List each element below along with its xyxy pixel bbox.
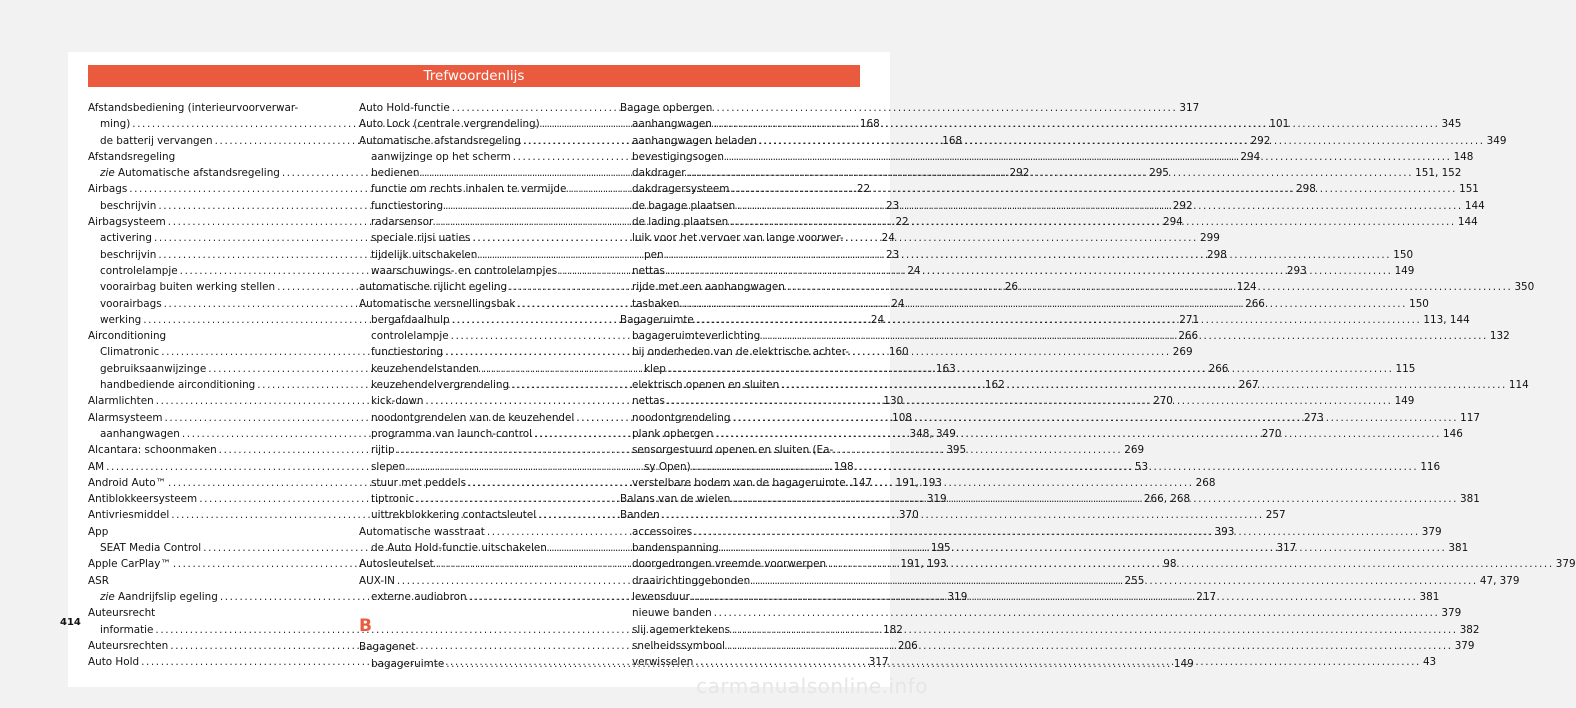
index-entry-page[interactable]: 370: [898, 509, 919, 522]
dot-leader: [664, 247, 1394, 263]
index-entry-page[interactable]: 26: [1004, 281, 1019, 294]
index-entry-page[interactable]: 144: [1457, 216, 1478, 229]
index-entry-term: bagageruimte: [371, 657, 445, 670]
dot-leader: [735, 198, 1465, 214]
index-entry-term: Auto Lock (centrale vergrendeling): [359, 118, 540, 131]
index-entry-page[interactable]: 24: [891, 297, 905, 310]
dot-leader: [712, 605, 1442, 621]
index-entry-term: tiptronic: [371, 493, 415, 506]
index-entry-page[interactable]: 317: [1276, 542, 1297, 555]
index-entry-term: dakdrager: [632, 167, 686, 180]
index-entry-page[interactable]: 271: [1179, 313, 1200, 326]
index-entry-term: voorairbags: [100, 297, 162, 310]
index-entry-page[interactable]: 24: [870, 313, 885, 326]
index-entry-term: werking: [100, 313, 142, 326]
index-entry-term: tashaken: [632, 297, 680, 310]
index-entry-page[interactable]: 257: [1265, 509, 1286, 522]
index-entry-page[interactable]: 298: [1296, 183, 1316, 196]
dot-leader: [728, 214, 1458, 230]
index-entry-page[interactable]: 168: [859, 118, 880, 131]
index-entry-term: zie Aandrijfslip egeling: [100, 590, 218, 603]
index-entry-term: aanhangwagen: [632, 118, 712, 131]
index-entry-page[interactable]: 266: [1245, 297, 1265, 310]
index-entry-page[interactable]: 270: [1261, 427, 1282, 440]
index-entry-term: Alarmlichten: [88, 395, 154, 408]
index-entry-term: verstelbare bodem van de bagageruimte .: [632, 476, 853, 489]
index-entry-page[interactable]: 381: [1419, 590, 1440, 603]
dot-leader: [692, 524, 1422, 540]
index-entry-page[interactable]: 108: [892, 411, 913, 424]
index-entry: [620, 475, 873, 491]
index-entry-page[interactable]: 255: [1124, 574, 1145, 587]
index-entry-page[interactable]: 382: [1459, 623, 1480, 636]
index-entry-term: rijde met een aanhangwagen: [632, 281, 785, 294]
index-entry-page[interactable]: 191, 193: [895, 476, 942, 489]
index-entry-term: stuur met peddels: [371, 476, 466, 489]
index-entry-term: functiestoring: [371, 199, 444, 212]
index-entry-term: de bagage plaatsen: [632, 199, 736, 212]
index-title: Trefwoordenlijs: [423, 68, 525, 84]
index-entry-page[interactable]: 114: [1508, 379, 1529, 392]
dot-leader: [826, 556, 1556, 572]
index-entry-term: verwisselen: [632, 656, 694, 669]
dot-leader: [713, 426, 1443, 442]
index-entry-term: Antivriesmiddel: [88, 509, 170, 522]
index-entry-page[interactable]: 124: [1236, 281, 1257, 294]
index-entry-page[interactable]: 198: [833, 460, 854, 473]
index-entry-page[interactable]: 317: [1179, 102, 1200, 114]
dot-leader: [712, 116, 1442, 132]
index-entry-page[interactable]: 293: [1286, 264, 1307, 277]
index-entry-term: slepen: [371, 460, 406, 473]
index-entry-page[interactable]: 53: [1134, 460, 1149, 473]
index-entry-term: snelheidssymbool: [632, 639, 726, 652]
index-entry-page[interactable]: 319: [926, 493, 947, 506]
page-number: 414: [60, 617, 81, 628]
index-entry-page[interactable]: 195: [930, 542, 951, 555]
index-entry: [88, 328, 334, 344]
index-entry-term: ASR: [88, 574, 109, 587]
index-entry-term: tijdelijk uitschakelen: [371, 248, 478, 261]
index-entry-page[interactable]: 348, 349: [909, 427, 956, 440]
index-entry-page[interactable]: 299: [1199, 232, 1220, 245]
index-entry-term: automatische rijlicht egeling: [359, 281, 508, 294]
index-entry-term: functie om rechts inhalen te vermijde: [371, 183, 567, 196]
index-entry-page[interactable]: 294: [1240, 150, 1261, 163]
index-entry-term: Airbags: [88, 183, 128, 196]
index-entry-term: levensduur: [632, 590, 690, 603]
watermark: carmanualsonline.info: [696, 674, 928, 698]
index-entry-page[interactable]: 266, 268: [1143, 493, 1191, 506]
index-entry-term: Autosleutelset: [359, 558, 434, 571]
dot-leader: [666, 361, 1396, 377]
dot-leader: [730, 491, 1460, 507]
index-entry-term: Android Auto™: [88, 476, 166, 489]
dot-leader: [724, 149, 1454, 165]
index-entry-page[interactable]: 266: [1178, 330, 1199, 343]
index-entry-term: draairichtinggebonden: [632, 574, 751, 587]
dot-leader: [757, 133, 1487, 149]
index-entry-term: speciale rijsi uaties: [371, 232, 471, 245]
index-entry: [620, 507, 860, 523]
index-entry-term: controlelampje: [100, 264, 178, 277]
index-entry-page[interactable]: 162: [984, 379, 1005, 392]
index-entry-page[interactable]: 294: [1162, 216, 1183, 229]
index-entry-page[interactable]: 149: [1394, 395, 1415, 408]
index-entry-term: gebruiksaanwijzinge: [100, 362, 207, 375]
index-entry-term: Auto Hold-functie: [359, 102, 450, 114]
index-entry-page[interactable]: 23: [886, 199, 900, 212]
index-entry-page[interactable]: 269: [1172, 346, 1193, 359]
index-entry-term: functiestoring: [371, 346, 444, 359]
index-entry-term: rijtip: [371, 444, 395, 457]
index-entry-page[interactable]: 292: [1172, 199, 1193, 212]
index-entry-page[interactable]: 319: [947, 590, 968, 603]
index-entry-term: bedienen: [371, 167, 420, 180]
see-reference-label: zie: [100, 167, 115, 180]
index-entry-page[interactable]: 22: [856, 183, 871, 196]
index-entry-term: Apple CarPlay™: [88, 558, 171, 571]
index-entry-page[interactable]: 266: [1208, 362, 1229, 375]
index-entry-term: beschrijvin: [100, 199, 157, 212]
index-entry-term: noodontgrendelen van de keuzehendel: [371, 411, 575, 424]
index-entry-term: voorairbag buiten werking stellen: [100, 281, 276, 294]
index-entry-page[interactable]: 393: [1214, 525, 1235, 538]
index-entry-term: ming): [100, 118, 131, 131]
index-entry-page[interactable]: 24: [881, 232, 895, 245]
index-entry-page[interactable]: 381: [1448, 542, 1469, 555]
index-entry-page[interactable]: 130: [883, 395, 904, 408]
index-entry-page[interactable]: 116: [1420, 460, 1441, 473]
dot-leader: [729, 181, 1459, 197]
index-entry-term: aanhangwagen: [100, 427, 180, 440]
index-entry-term: nieuwe banden: [632, 607, 712, 620]
dot-leader: [665, 393, 1395, 409]
index-entry-page[interactable]: 270: [1153, 395, 1173, 408]
index-entry-term: bij onderheden van de elektrische achter-: [632, 346, 850, 359]
index-entry-term: Climatronic: [100, 346, 160, 359]
dot-leader: [691, 459, 1421, 475]
index-entry-page[interactable]: 379: [1555, 558, 1576, 571]
index-entry-page[interactable]: 117: [1460, 411, 1480, 424]
index-entry-page[interactable]: 149: [1173, 657, 1194, 670]
index-entry-term: luik voor het vervoer van lange voorwer-: [632, 232, 844, 245]
index-entry-term: bergafdaalhulp: [371, 313, 450, 326]
index-entry-page[interactable]: 150: [1409, 297, 1429, 310]
index-entry-term: Automatische versnellingsbak: [359, 297, 516, 310]
index-entry-term: Auteursrecht: [88, 607, 156, 620]
index-entry-term: aanwijzinge op het scherm: [371, 150, 511, 163]
index-entry-term: klep: [644, 362, 666, 375]
index-entry-term: noodontgrendeling: [632, 411, 731, 424]
index-entry-page[interactable]: 24: [907, 264, 921, 277]
index-letter-heading: B: [359, 616, 372, 637]
index-entry-page[interactable]: 22: [895, 216, 909, 229]
index-entry-page[interactable]: 345: [1441, 118, 1462, 131]
index-entry-term: Auteursrechten: [88, 639, 169, 652]
index-entry-term: programma van launch-control: [371, 427, 533, 440]
index-entry-page[interactable]: 217: [1196, 590, 1217, 603]
index-entry-term: Bagagenet: [359, 641, 416, 654]
index-entry-term: zie Automatische afstandsregeling: [100, 167, 280, 180]
index-entry-term: doorgedrongen vreemde voorwerpen: [632, 558, 827, 571]
index-entry-term: Banden: [620, 509, 660, 522]
index-entry-term: informatie: [100, 623, 154, 636]
index-entry-page[interactable]: 295: [1149, 167, 1169, 180]
dot-leader: [694, 312, 1424, 328]
index-entry-term: sy Open): [644, 460, 691, 473]
index-entry-term: Automatische wasstraat: [359, 525, 485, 538]
index-entry-term: Alarmsysteem: [88, 411, 163, 424]
index-entry-term: de batterij vervangen: [100, 134, 213, 147]
index-entry-page[interactable]: 267: [1238, 379, 1259, 392]
index-entry-page[interactable]: 151, 152: [1415, 167, 1462, 180]
index-entry-page[interactable]: 349: [1486, 134, 1507, 147]
index-entry-page[interactable]: 350: [1514, 281, 1535, 294]
index-entry-term: nettas: [632, 395, 665, 408]
dot-leader: [679, 296, 1409, 312]
index-entry-page[interactable]: 269: [1124, 444, 1145, 457]
index-entry-page[interactable]: 144: [1464, 199, 1485, 212]
see-reference-label: zie: [100, 590, 115, 603]
index-entry-page[interactable]: 317: [868, 656, 889, 669]
index-entry-page[interactable]: 379: [1441, 607, 1462, 620]
index-entry-term: Bagageruimte: [620, 313, 694, 326]
index-title-banner: [88, 65, 860, 87]
index-entry-page[interactable]: 273: [1303, 411, 1324, 424]
index-entry-page[interactable]: 292: [1250, 134, 1271, 147]
index-entry: [88, 524, 334, 540]
index-entry: [88, 149, 334, 165]
index-entry-page[interactable]: 151: [1459, 183, 1479, 196]
dot-leader: [685, 165, 1415, 181]
index-entry-page[interactable]: 160: [888, 346, 909, 359]
index-entry: [88, 605, 334, 621]
index-entry-term: pen: [644, 248, 664, 261]
index-entry-term: Afstandsbediening (interieurvoorverwar-: [88, 102, 299, 114]
index-entry: [620, 442, 860, 458]
index-entry-page[interactable]: 379: [1421, 525, 1442, 538]
index-entry-page[interactable]: 268: [1195, 476, 1216, 489]
index-entry-page[interactable]: 379: [1454, 639, 1475, 652]
index-entry-term: waarschuwings- en controlelampjes: [371, 264, 558, 277]
index-entry-page[interactable]: 168: [942, 134, 963, 147]
index-entry-page[interactable]: 115: [1395, 362, 1416, 375]
index-entry-page[interactable]: 182: [883, 623, 903, 636]
index-entry-term: handbediende airconditioning: [100, 379, 256, 392]
index-entry-term: App: [88, 525, 109, 538]
index-entry-page[interactable]: 298: [1207, 248, 1227, 261]
dot-leader: [693, 654, 1423, 670]
index-entry-page[interactable]: 146: [1443, 427, 1463, 440]
dot-leader: [665, 263, 1395, 279]
index-entry-term: Airbagsysteem: [88, 216, 166, 229]
dot-leader: [725, 638, 1455, 654]
index-entry-term: slij agemerktekens: [632, 623, 731, 636]
index-entry-page[interactable]: 132: [1489, 330, 1510, 343]
index-entry-term: beschrijvin: [100, 248, 157, 261]
index-entry-page[interactable]: 113, 144: [1423, 313, 1470, 326]
index-entry-page[interactable]: 47, 379: [1479, 574, 1520, 587]
index-entry-term: activering: [100, 232, 152, 245]
dot-leader: [750, 573, 1480, 589]
index-entry-page[interactable]: 149: [1394, 264, 1415, 277]
index-entry-term: Afstandsregeling: [88, 150, 176, 163]
index-entry-page[interactable]: 163: [935, 362, 956, 375]
index-entry-term: elektrisch openen en sluiten: [632, 379, 780, 392]
index-entry-page[interactable]: 150: [1393, 248, 1414, 261]
index-entry-term: keuzehendelstanden: [371, 362, 479, 375]
index-entry-term: dakdragersysteem: [632, 183, 730, 196]
index-entry-term: Antiblokkeersysteem: [88, 493, 198, 506]
index-entry-term: bagageruimteverlichting: [632, 330, 761, 343]
index-entry-term: nettas: [632, 264, 665, 277]
index-entry: [620, 605, 1462, 621]
index-entry: [88, 573, 334, 589]
index-entry-term: externe audiobron: [371, 590, 467, 603]
dot-leader: [730, 410, 1460, 426]
dot-leader: [760, 328, 1490, 344]
dot-leader: [730, 622, 1460, 638]
index-entry-page[interactable]: 292: [1009, 167, 1030, 180]
index-entry-term: controlelampje: [371, 330, 449, 343]
index-entry-term: Airconditioning: [88, 330, 167, 343]
index-entry-term: keuzehendelvergrendeling: [371, 379, 510, 392]
index-entry-term: Alcantara: schoonmaken: [88, 444, 217, 457]
index-entry-term: plank opbergen: [632, 427, 714, 440]
index-entry-term: AM: [88, 460, 105, 473]
index-entry-page[interactable]: 191, 193: [900, 558, 947, 571]
index-entry-term: sensorgestuurd openen en sluiten (Ea-: [632, 444, 834, 457]
index-entry: [620, 344, 860, 360]
index-entry-term: kick-down: [371, 395, 424, 408]
index-entry-term: Bagage opbergen: [620, 102, 713, 114]
dot-leader: [690, 589, 1420, 605]
index-entry: [359, 639, 600, 655]
index-entry: [88, 100, 334, 116]
dot-leader: [785, 279, 1515, 295]
index-entry-term: Balans van de wielen: [620, 493, 731, 506]
index-entry-term: bandenspanning: [632, 542, 719, 555]
index-entry: [620, 230, 860, 246]
index-entry-term: de lading plaatsen: [632, 216, 729, 229]
index-entry-term: SEAT Media Control: [100, 542, 202, 555]
dot-leader: [779, 377, 1509, 393]
index-entry-page[interactable]: 43: [1422, 656, 1437, 669]
index-entry-page[interactable]: 381: [1460, 493, 1480, 506]
index-entry-page[interactable]: 98: [1163, 558, 1177, 571]
index-entry-page[interactable]: 147: [852, 476, 873, 489]
dot-leader: [719, 540, 1449, 556]
index-entry-term: aanhangwagen beladen: [632, 134, 758, 147]
index-entry: [620, 100, 860, 116]
index-entry-term: uittrekblokkering contactsleutel: [371, 509, 537, 522]
index-entry-term: bevestigingsogen: [632, 150, 724, 163]
index-entry-page[interactable]: 101: [1269, 118, 1290, 131]
index-entry-term: Automatische afstandsregeling: [359, 134, 521, 147]
index-entry-page[interactable]: 148: [1453, 150, 1474, 163]
index-entry-term: accessoires: [632, 525, 693, 538]
index-entry-term: de Auto Hold-functie uitschakelen: [371, 542, 547, 555]
index-entry-page[interactable]: 395: [946, 444, 967, 457]
index-entry-term: Auto Hold: [88, 656, 140, 669]
index-entry-page[interactable]: 23: [886, 248, 900, 261]
index-entry-page[interactable]: 206: [897, 639, 918, 652]
index-entry-term: AUX-IN: [359, 574, 395, 587]
index-entry-term: radarsensor: [371, 216, 434, 229]
